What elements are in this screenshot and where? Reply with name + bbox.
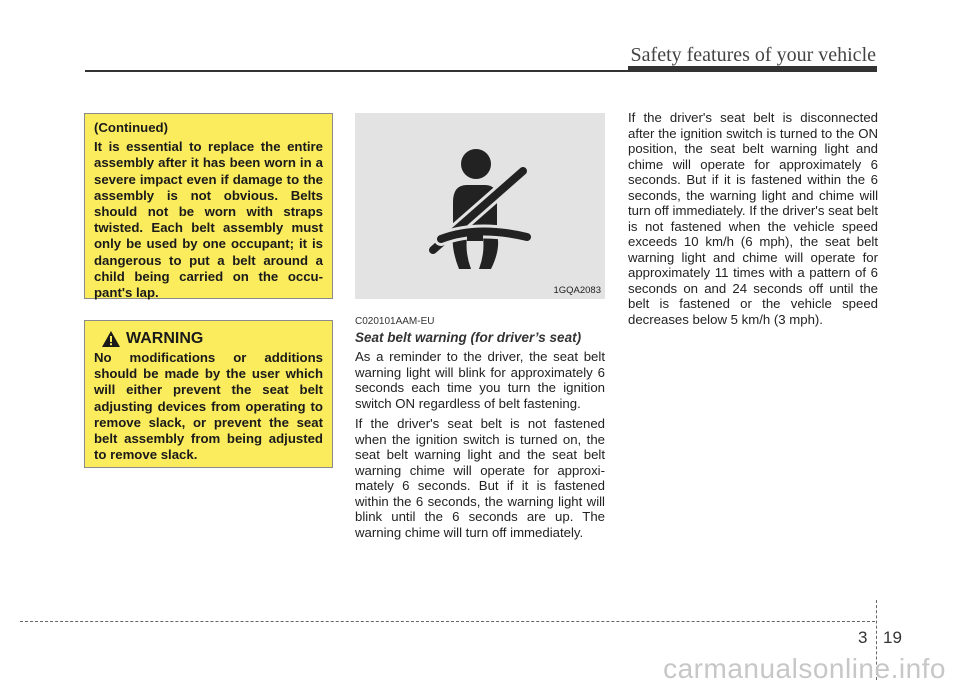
continued-body: It is essential to replace the entire assembly after it has been worn in a severe impact even if damage to the assembly is not obvious. Belts should not be worn with straps twisted. Each belt assembly must only be used by one occupant; it is dangerous to put a belt around a child being carried on the occu-pant's lap. [94, 139, 323, 301]
section-title: Seat belt warning (for driver’s seat) [355, 330, 582, 345]
header-tab-bar [628, 66, 877, 72]
warning-box [84, 320, 333, 468]
right-column-text [628, 110, 878, 332]
document-code: C020101AAM-EU [355, 316, 435, 327]
continued-heading: (Continued) [94, 120, 168, 135]
warning-body: No modifications or additions should be made by the user which will either prevent the seat belt adjusting devices from operating to remove slack, or prevent the seat belt assembly from being adjusted to remove slack. [94, 350, 323, 463]
continued-caution-box [84, 113, 333, 299]
watermark-text: carmanualsonline.info [663, 653, 946, 684]
paragraph: If the driver's seat belt is disconnected after the ignition switch is turned to the ON position, the seat belt warning light and chime will operate for approximately 6 seconds. But if it is fastened within the 6 seconds, the warning light and chime will turn off immediately. If the driver's seat belt is not fastened when the vehicle speed exceeds 10 km/h (6 mph), the seat belt warning light and chime will operate for approximately 11 times with a pattern of 6 seconds on and 24 seconds off until the belt is fastened or the vehicle speed decreases below 5 km/h (3 mph). [628, 110, 878, 327]
middle-column-text [355, 349, 605, 545]
warning-heading: WARNING [126, 330, 204, 347]
page-number: 19 [883, 628, 902, 647]
seat-belt-illustration [355, 113, 605, 299]
warning-header [94, 330, 323, 348]
chapter-number: 3 [858, 628, 868, 647]
seat-belt-warning-icon [355, 113, 605, 299]
illustration-code: 1GQA2083 [553, 285, 601, 296]
paragraph: As a reminder to the driver, the seat belt warning light will blink for approximately 6 seconds each time you turn the ignition switch ON regardless of belt fastening. [355, 349, 605, 411]
page-header-title: Safety features of your vehicle [630, 44, 876, 66]
footer-rule [20, 621, 875, 622]
paragraph: If the driver's seat belt is not fastened when the ignition switch is turned on, the seat belt warning light and the seat belt warning chime will operate for approxi-mately 6 seconds. But if it is fastened within the 6 seconds, the warning light will blink until the 6 seconds are up. The warning chime will turn off immediately. [355, 416, 605, 540]
warning-triangle-icon [102, 331, 120, 347]
